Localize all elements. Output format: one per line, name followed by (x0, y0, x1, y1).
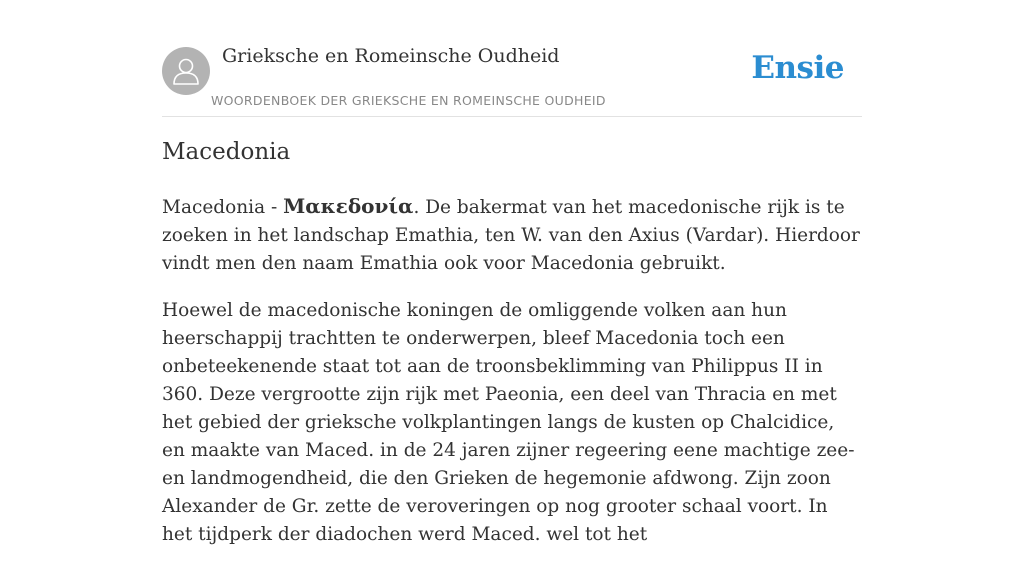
entry-title: Macedonia (162, 139, 291, 165)
entry-content (162, 192, 862, 568)
source-subtitle: WOORDENBOEK DER GRIEKSCHE EN ROMEINSCHE OUDHEID (211, 93, 606, 108)
paragraph (162, 192, 862, 278)
user-silhouette-icon (162, 47, 210, 95)
source-title[interactable]: Grieksche en Romeinsche Oudheid (222, 45, 560, 67)
entry-lead: Macedonia - (162, 197, 284, 218)
page (162, 0, 862, 545)
header (162, 0, 862, 117)
paragraph: Hoewel de macedonische koningen de omliggende volken aan hun heerschappij trachtten te onderwerpen, bleef Macedonia toch een onbeteekenende staat tot aan de troonsbeklimming van Philippus II in 360. Deze vergrootte zijn rijk met Paeonia, een deel van Thracia en met het gebied der grieksche volkplantingen langs de kusten op Chalcidice, en maakte van Maced. in de 24 jaren zijner regeering eene machtige zee- en landmogendheid, die den Grieken de hegemonie afdwong. Zijn zoon Alexander de Gr. zette de veroveringen op nog grooter schaal voort. In het tijdperk der diadochen werd Maced. wel tot het (162, 300, 855, 545)
paragraph-text: . De bakermat van het macedonische rijk is te zoeken in het landschap Emathia, ten W. van den Axius (Vardar). Hierdoor vindt men den naam Emathia ook voor Macedonia gebruikt. (162, 197, 860, 274)
source-avatar[interactable] (162, 47, 210, 95)
brand-logo[interactable]: Ensie (751, 50, 844, 86)
greek-term: Μακεδονία (283, 194, 414, 218)
